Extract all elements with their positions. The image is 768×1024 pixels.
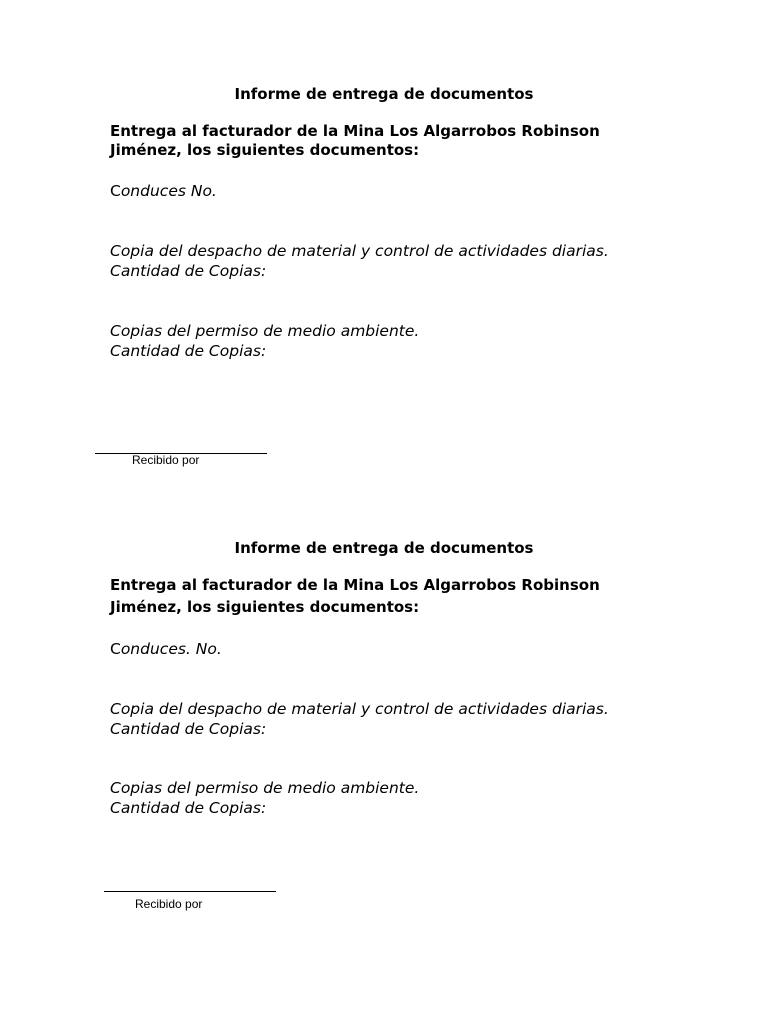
copies-count-label: Cantidad de Copias: (110, 799, 267, 817)
receipt-intro (110, 122, 670, 160)
copies-count-label: Cantidad de Copias: (110, 342, 267, 360)
copies-count-label: Cantidad de Copias: (110, 262, 267, 280)
item-description: Copias del permiso de medio ambiente. (110, 322, 420, 340)
receipt-title: Informe de entrega de documentos (234, 539, 534, 557)
conduces-initial: C (110, 182, 121, 200)
intro-line: Entrega al facturador de la Mina Los Algarrobos Robinson (110, 122, 600, 140)
conduces-initial: C (110, 640, 121, 658)
intro-line: Entrega al facturador de la Mina Los Algarrobos Robinson (110, 576, 600, 594)
signature-label: Recibido por (132, 453, 200, 467)
conduces-line (110, 181, 217, 201)
receipt-intro (110, 576, 670, 617)
copies-count-label: Cantidad de Copias: (110, 720, 267, 738)
dispatch-copy-item (110, 241, 609, 281)
environment-permit-item (110, 778, 419, 818)
environment-permit-item (110, 321, 419, 361)
item-description: Copias del permiso de medio ambiente. (110, 779, 420, 797)
dispatch-copy-item (110, 699, 609, 739)
signature-label: Recibido por (135, 897, 203, 911)
conduces-text: onduces. No. (120, 640, 222, 658)
item-description: Copia del despacho de material y control de actividades diarias. (110, 700, 609, 718)
receipt-title: Informe de entrega de documentos (234, 85, 534, 103)
intro-line: Jiménez, los siguientes documentos: (110, 598, 420, 616)
conduces-line (110, 639, 222, 659)
conduces-text: onduces No. (120, 182, 217, 200)
item-description: Copia del despacho de material y control de actividades diarias. (110, 242, 609, 260)
signature-line (104, 891, 276, 892)
intro-line: Jiménez, los siguientes documentos: (110, 141, 420, 159)
